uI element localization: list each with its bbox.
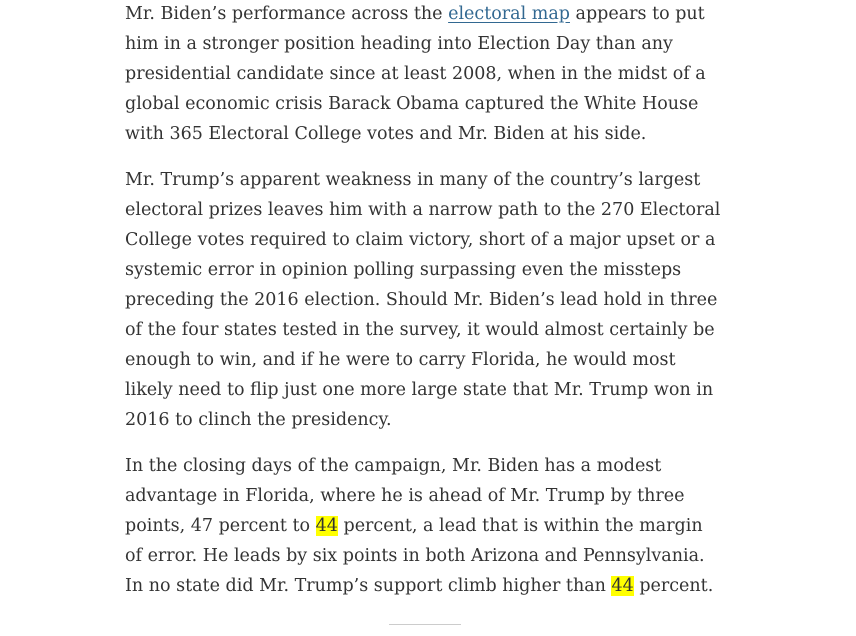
paragraph-1-text-end: appears to put him in a stronger position heading into Election Day than any presidential candidate since at least 2008, when in the midst of a global economic crisis Barack Obama captured the White House with 365 Electoral College votes and Mr. Biden at his side.: [125, 4, 706, 144]
paragraph-3-text-part3: percent.: [633, 576, 714, 596]
paragraph-1: [125, 0, 725, 149]
paragraph-1-text-start: Mr. Biden’s performance across the: [125, 4, 449, 24]
paragraph-2: Mr. Trump’s apparent weakness in many of the country’s largest electoral prizes leaves him with a narrow path to the 270 Electoral College votes required to claim victory, short of a major upset or a systemic error in opinion polling surpassing even the missteps preceding the 2016 election. Should Mr. Biden’s lead hold in three of the four states tested in the survey, it would almost certainly be enough to win, and if he were to carry Florida, he would most likely need to flip just one more large state that Mr. Trump won in 2016 to clinch the presidency.: [125, 170, 721, 430]
paragraph-3-text-part2: percent, a lead that is within the margin of error. He leads by six points in both Arizona and Pennsylvania. In no state did Mr. Trump’s support climb higher than: [125, 516, 705, 596]
electoral-map-link[interactable]: electoral map: [448, 4, 570, 24]
article-body: [125, 0, 725, 617]
section-divider: [389, 624, 461, 625]
paragraph-3: [125, 451, 725, 601]
search-highlight-2: 44: [611, 576, 634, 596]
search-highlight-1: 44: [315, 516, 338, 536]
paragraph-3-text-part1: In the closing days of the campaign, Mr. Biden has a modest advantage in Florida, where he is ahead of Mr. Trump by three points, 47 percent to: [125, 456, 685, 536]
